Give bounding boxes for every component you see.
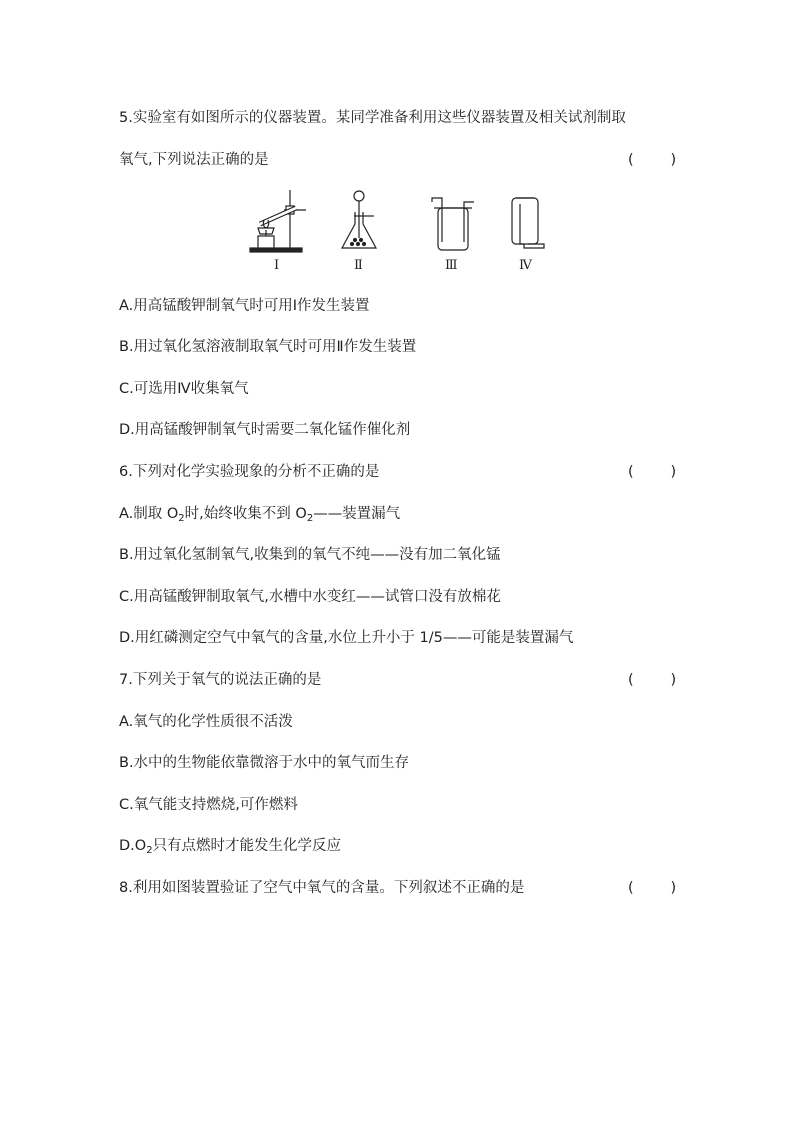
figure-label-4: Ⅳ [519,258,532,273]
q6-option-a-part1: A.制取 O [119,506,179,522]
q5-stem-line2: 氧气,下列说法正确的是 [119,152,269,168]
apparatus-2-icon [342,191,376,248]
subscript: 2 [178,513,185,524]
q7-option-d-part1: D.O [119,838,147,854]
q7-stem: 7.下列关于氧气的说法正确的是 [119,672,322,688]
q6-stem: 6.下列对化学实验现象的分析不正确的是 [119,464,380,480]
q6-option-a-part3: ——装置漏气 [313,506,401,522]
q5-option-a: A.用高锰酸钾制氧气时可用Ⅰ作发生装置 [119,298,370,314]
apparatus-drawing [248,186,548,278]
q6-option-a [119,504,400,529]
q6-option-c: C.用高锰酸钾制取氧气,水槽中水变红——试管口没有放棉花 [119,589,501,605]
q5-apparatus-figure [248,186,548,278]
subscript: 2 [306,513,314,524]
apparatus-4-icon [512,198,544,248]
q6-option-d: D.用红磷测定空气中氧气的含量,水位上升小于 1/5——可能是装置漏气 [119,630,574,646]
q5-answer-paren: ( ) [628,152,677,168]
q6-answer-paren: ( ) [628,464,677,480]
q7-option-d-part2: 只有点燃时才能发生化学反应 [152,838,342,854]
figure-label-1: Ⅰ [274,258,280,273]
q7-option-c: C.氧气能支持燃烧,可作燃料 [119,797,298,813]
subscript: 2 [146,845,153,856]
q7-answer-paren: ( ) [628,672,677,688]
figure-label-3: Ⅲ [445,258,458,273]
q7-option-d [119,836,341,861]
q8-stem: 8.利用如图装置验证了空气中氧气的含量。下列叙述不正确的是 [119,880,525,896]
q5-stem-line1: 5.实验室有如图所示的仪器装置。某同学准备利用这些仪器装置及相关试剂制取 [119,110,626,126]
q6-option-b: B.用过氧化氢制氧气,收集到的氧气不纯——没有加二氧化锰 [119,547,501,563]
q6-option-a-part2: 时,始终收集不到 O [184,506,307,522]
q5-option-d: D.用高锰酸钾制氧气时需要二氧化锰作催化剂 [119,422,411,438]
q5-option-c: C.可选用Ⅳ收集氧气 [119,381,249,397]
q7-option-a: A.氧气的化学性质很不活泼 [119,714,293,730]
figure-label-2: Ⅱ [354,258,363,273]
apparatus-3-icon [432,198,474,250]
q5-option-b: B.用过氧化氢溶液制取氧气时可用Ⅱ作发生装置 [119,339,417,355]
q8-answer-paren: ( ) [628,880,677,896]
q7-option-b: B.水中的生物能依靠微溶于水中的氧气而生存 [119,755,410,771]
apparatus-1-icon [250,190,306,252]
